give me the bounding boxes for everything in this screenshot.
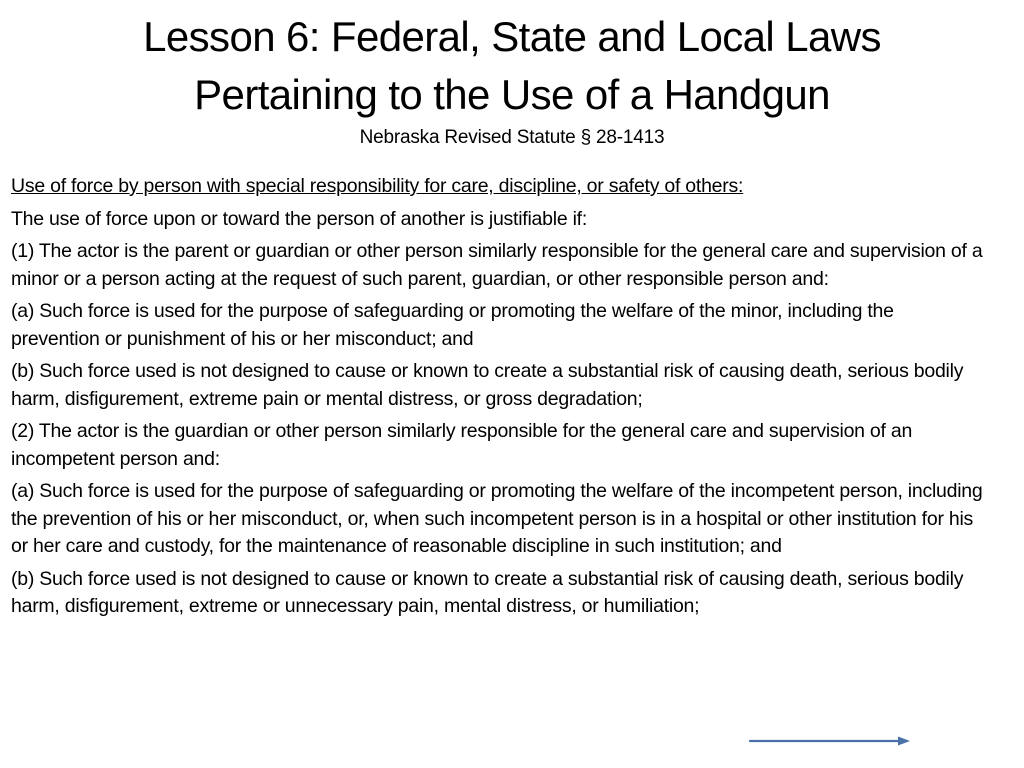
slide-subtitle: Nebraska Revised Statute § 28-1413 bbox=[359, 127, 665, 148]
statute-paragraph: (b) Such force used is not designed to cause or known to create a substantial risk of causing death, serious bodily harm, disfigurement, extreme pain or mental distress, or gross degradation; bbox=[11, 360, 964, 410]
statute-paragraph: The use of force upon or toward the person of another is justifiable if: bbox=[11, 207, 588, 230]
slide-title-line-1: Lesson 6: Federal, State and Local Laws bbox=[143, 13, 881, 60]
right-arrow-icon[interactable] bbox=[748, 733, 914, 749]
statute-paragraph: (1) The actor is the parent or guardian or other person similarly responsible for the general care and supervision of a minor or a person acting at the request of such parent, guardian, or other responsible person and: bbox=[11, 240, 983, 290]
statute-heading: Use of force by person with special responsibility for care, discipline, or safety of others: bbox=[11, 175, 744, 197]
slide-body bbox=[11, 173, 986, 626]
statute-paragraph: (2) The actor is the guardian or other person similarly responsible for the general care and supervision of an incompetent person and: bbox=[11, 420, 913, 470]
slide-title-line-2: Pertaining to the Use of a Handgun bbox=[194, 71, 830, 118]
statute-paragraph: (a) Such force is used for the purpose of safeguarding or promoting the welfare of the incompetent person, including the prevention of his or her misconduct, or, when such incompetent person is in a hospital or other institution for his or her care and custody, for the maintenance of reasonable discipline in such institution; and bbox=[11, 480, 983, 557]
arrow-head bbox=[898, 737, 910, 746]
statute-paragraph: (b) Such force used is not designed to cause or known to create a substantial risk of causing death, serious bodily harm, disfigurement, extreme or unnecessary pain, mental distress, or humiliation; bbox=[11, 567, 964, 617]
statute-paragraph: (a) Such force is used for the purpose of safeguarding or promoting the welfare of the minor, including the prevention or punishment of his or her misconduct; and bbox=[11, 300, 894, 350]
slide-title-block bbox=[0, 8, 1024, 151]
